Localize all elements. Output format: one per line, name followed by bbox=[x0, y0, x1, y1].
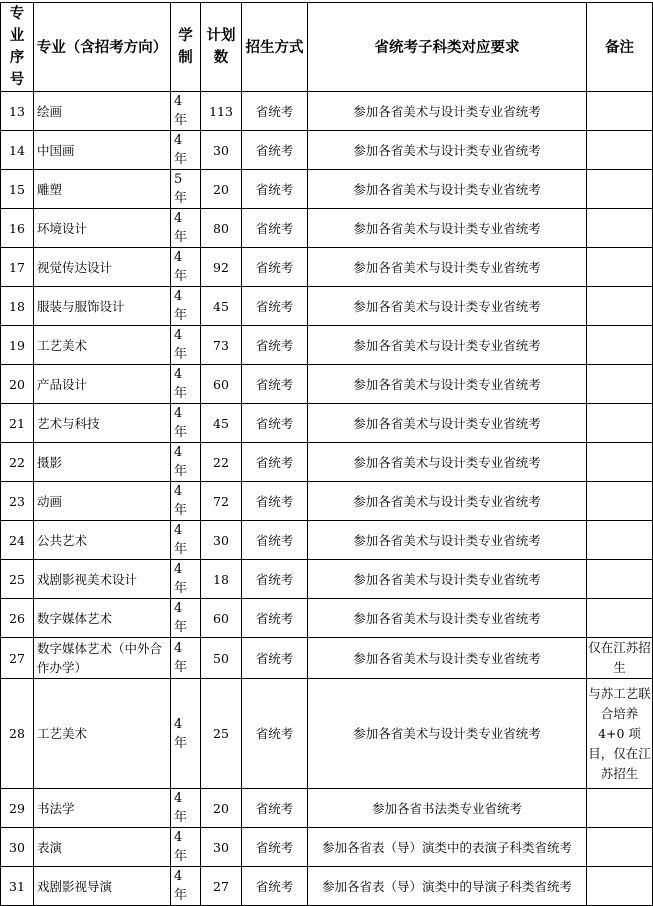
cell-note bbox=[587, 521, 653, 560]
cell-major: 雕塑 bbox=[34, 170, 171, 209]
cell-no: 26 bbox=[1, 599, 34, 638]
cell-plan: 92 bbox=[201, 248, 242, 287]
cell-method: 省统考 bbox=[242, 92, 308, 131]
cell-no: 16 bbox=[1, 209, 34, 248]
table-row bbox=[1, 599, 653, 638]
table-row bbox=[1, 867, 653, 906]
cell-method: 省统考 bbox=[242, 560, 308, 599]
cell-plan: 60 bbox=[201, 365, 242, 404]
cell-no: 13 bbox=[1, 92, 34, 131]
cell-no: 24 bbox=[1, 521, 34, 560]
cell-note bbox=[587, 789, 653, 828]
cell-requirement: 参加各省表（导）演类中的表演子科类省统考 bbox=[308, 828, 587, 867]
cell-plan: 80 bbox=[201, 209, 242, 248]
table-row bbox=[1, 248, 653, 287]
cell-no: 17 bbox=[1, 248, 34, 287]
cell-requirement: 参加各省表（导）演类中的导演子科类省统考 bbox=[308, 867, 587, 906]
cell-years: 4 年 bbox=[171, 92, 201, 131]
table-row bbox=[1, 679, 653, 789]
cell-note bbox=[587, 443, 653, 482]
header-method: 招生方式 bbox=[242, 3, 308, 92]
cell-major: 戏剧影视导演 bbox=[34, 867, 171, 906]
cell-requirement: 参加各省美术与设计类专业省统考 bbox=[308, 679, 587, 789]
cell-plan: 50 bbox=[201, 638, 242, 679]
cell-method: 省统考 bbox=[242, 365, 308, 404]
cell-major: 绘画 bbox=[34, 92, 171, 131]
cell-requirement: 参加各省美术与设计类专业省统考 bbox=[308, 170, 587, 209]
cell-requirement: 参加各省美术与设计类专业省统考 bbox=[308, 365, 587, 404]
cell-note bbox=[587, 170, 653, 209]
table-row bbox=[1, 789, 653, 828]
cell-method: 省统考 bbox=[242, 482, 308, 521]
cell-no: 21 bbox=[1, 404, 34, 443]
cell-note: 与苏工艺联合培养 4+0 项目，仅在江苏招生 bbox=[587, 679, 653, 789]
cell-note bbox=[587, 209, 653, 248]
cell-method: 省统考 bbox=[242, 679, 308, 789]
cell-major: 书法学 bbox=[34, 789, 171, 828]
cell-major: 公共艺术 bbox=[34, 521, 171, 560]
cell-plan: 27 bbox=[201, 867, 242, 906]
cell-method: 省统考 bbox=[242, 287, 308, 326]
table-row bbox=[1, 209, 653, 248]
cell-method: 省统考 bbox=[242, 170, 308, 209]
cell-years: 4 年 bbox=[171, 287, 201, 326]
cell-no: 20 bbox=[1, 365, 34, 404]
cell-years: 4 年 bbox=[171, 131, 201, 170]
cell-note bbox=[587, 248, 653, 287]
cell-no: 30 bbox=[1, 828, 34, 867]
cell-years: 5 年 bbox=[171, 170, 201, 209]
cell-years: 4 年 bbox=[171, 482, 201, 521]
cell-note bbox=[587, 326, 653, 365]
cell-no: 23 bbox=[1, 482, 34, 521]
cell-years: 4 年 bbox=[171, 404, 201, 443]
cell-plan: 45 bbox=[201, 287, 242, 326]
table-row bbox=[1, 443, 653, 482]
cell-years: 4 年 bbox=[171, 248, 201, 287]
cell-requirement: 参加各省美术与设计类专业省统考 bbox=[308, 521, 587, 560]
cell-major: 工艺美术 bbox=[34, 326, 171, 365]
cell-note bbox=[587, 92, 653, 131]
cell-major: 视觉传达设计 bbox=[34, 248, 171, 287]
table-row bbox=[1, 170, 653, 209]
cell-method: 省统考 bbox=[242, 404, 308, 443]
cell-no: 14 bbox=[1, 131, 34, 170]
cell-plan: 45 bbox=[201, 404, 242, 443]
cell-major: 摄影 bbox=[34, 443, 171, 482]
cell-major: 戏剧影视美术设计 bbox=[34, 560, 171, 599]
cell-method: 省统考 bbox=[242, 638, 308, 679]
cell-method: 省统考 bbox=[242, 131, 308, 170]
cell-method: 省统考 bbox=[242, 867, 308, 906]
cell-note bbox=[587, 482, 653, 521]
cell-major: 产品设计 bbox=[34, 365, 171, 404]
cell-years: 4 年 bbox=[171, 443, 201, 482]
cell-years: 4 年 bbox=[171, 599, 201, 638]
cell-requirement: 参加各省美术与设计类专业省统考 bbox=[308, 326, 587, 365]
cell-plan: 30 bbox=[201, 131, 242, 170]
cell-plan: 25 bbox=[201, 679, 242, 789]
cell-note bbox=[587, 828, 653, 867]
table-row bbox=[1, 404, 653, 443]
cell-no: 18 bbox=[1, 287, 34, 326]
header-plan: 计划 数 bbox=[201, 3, 242, 92]
cell-note bbox=[587, 867, 653, 906]
cell-method: 省统考 bbox=[242, 599, 308, 638]
table-row bbox=[1, 287, 653, 326]
cell-requirement: 参加各省美术与设计类专业省统考 bbox=[308, 560, 587, 599]
cell-requirement: 参加各省美术与设计类专业省统考 bbox=[308, 131, 587, 170]
cell-years: 4 年 bbox=[171, 209, 201, 248]
cell-requirement: 参加各省美术与设计类专业省统考 bbox=[308, 638, 587, 679]
cell-plan: 18 bbox=[201, 560, 242, 599]
cell-method: 省统考 bbox=[242, 789, 308, 828]
table-row bbox=[1, 92, 653, 131]
cell-note bbox=[587, 131, 653, 170]
cell-method: 省统考 bbox=[242, 326, 308, 365]
table-row bbox=[1, 326, 653, 365]
cell-major: 动画 bbox=[34, 482, 171, 521]
header-row bbox=[1, 3, 653, 92]
cell-no: 19 bbox=[1, 326, 34, 365]
cell-method: 省统考 bbox=[242, 443, 308, 482]
cell-major: 工艺美术 bbox=[34, 679, 171, 789]
cell-note bbox=[587, 287, 653, 326]
cell-requirement: 参加各省美术与设计类专业省统考 bbox=[308, 443, 587, 482]
cell-requirement: 参加各省美术与设计类专业省统考 bbox=[308, 209, 587, 248]
cell-plan: 30 bbox=[201, 521, 242, 560]
cell-method: 省统考 bbox=[242, 209, 308, 248]
header-major: 专业（含招考方向） bbox=[34, 3, 171, 92]
table-row bbox=[1, 521, 653, 560]
cell-note bbox=[587, 404, 653, 443]
cell-note bbox=[587, 560, 653, 599]
cell-major: 环境设计 bbox=[34, 209, 171, 248]
table-row bbox=[1, 131, 653, 170]
cell-major: 数字媒体艺术 bbox=[34, 599, 171, 638]
cell-plan: 113 bbox=[201, 92, 242, 131]
header-no: 专业 序号 bbox=[1, 3, 34, 92]
cell-note bbox=[587, 599, 653, 638]
cell-plan: 30 bbox=[201, 828, 242, 867]
cell-plan: 73 bbox=[201, 326, 242, 365]
cell-major: 艺术与科技 bbox=[34, 404, 171, 443]
cell-no: 22 bbox=[1, 443, 34, 482]
header-requirement: 省统考子科类对应要求 bbox=[308, 3, 587, 92]
table-row bbox=[1, 365, 653, 404]
cell-method: 省统考 bbox=[242, 828, 308, 867]
cell-major: 数字媒体艺术（中外合作办学） bbox=[34, 638, 171, 679]
cell-plan: 22 bbox=[201, 443, 242, 482]
cell-requirement: 参加各省美术与设计类专业省统考 bbox=[308, 404, 587, 443]
cell-major: 服装与服饰设计 bbox=[34, 287, 171, 326]
cell-years: 4 年 bbox=[171, 638, 201, 679]
cell-years: 4 年 bbox=[171, 560, 201, 599]
cell-requirement: 参加各省美术与设计类专业省统考 bbox=[308, 248, 587, 287]
table-row bbox=[1, 482, 653, 521]
cell-plan: 72 bbox=[201, 482, 242, 521]
cell-major: 中国画 bbox=[34, 131, 171, 170]
admission-plan-table bbox=[0, 2, 653, 906]
cell-no: 31 bbox=[1, 867, 34, 906]
cell-no: 28 bbox=[1, 679, 34, 789]
cell-years: 4 年 bbox=[171, 789, 201, 828]
cell-requirement: 参加各省美术与设计类专业省统考 bbox=[308, 482, 587, 521]
cell-years: 4 年 bbox=[171, 521, 201, 560]
header-years: 学 制 bbox=[171, 3, 201, 92]
cell-requirement: 参加各省美术与设计类专业省统考 bbox=[308, 92, 587, 131]
cell-no: 29 bbox=[1, 789, 34, 828]
cell-no: 15 bbox=[1, 170, 34, 209]
cell-years: 4 年 bbox=[171, 867, 201, 906]
cell-plan: 20 bbox=[201, 170, 242, 209]
cell-plan: 20 bbox=[201, 789, 242, 828]
cell-no: 25 bbox=[1, 560, 34, 599]
cell-no: 27 bbox=[1, 638, 34, 679]
cell-requirement: 参加各省美术与设计类专业省统考 bbox=[308, 599, 587, 638]
cell-years: 4 年 bbox=[171, 828, 201, 867]
cell-requirement: 参加各省美术与设计类专业省统考 bbox=[308, 287, 587, 326]
cell-plan: 60 bbox=[201, 599, 242, 638]
cell-major: 表演 bbox=[34, 828, 171, 867]
table-row bbox=[1, 560, 653, 599]
table-row bbox=[1, 828, 653, 867]
cell-requirement: 参加各省书法类专业省统考 bbox=[308, 789, 587, 828]
cell-years: 4 年 bbox=[171, 679, 201, 789]
cell-years: 4 年 bbox=[171, 326, 201, 365]
cell-method: 省统考 bbox=[242, 521, 308, 560]
cell-method: 省统考 bbox=[242, 248, 308, 287]
table-row bbox=[1, 638, 653, 679]
cell-note bbox=[587, 365, 653, 404]
cell-years: 4 年 bbox=[171, 365, 201, 404]
cell-note: 仅在江苏招生 bbox=[587, 638, 653, 679]
header-note: 备注 bbox=[587, 3, 653, 92]
